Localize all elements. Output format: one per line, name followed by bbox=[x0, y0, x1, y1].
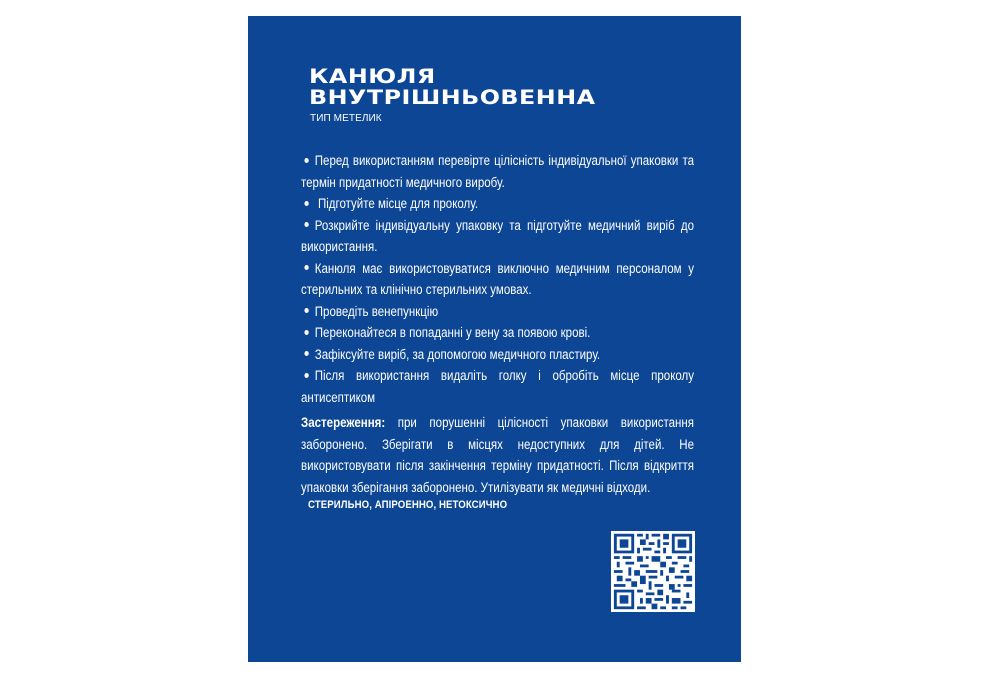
bullet-icon bbox=[304, 373, 308, 378]
instruction-item: Розкрийте індивідуальну упаковку та підготуйте медичний виріб до використання. bbox=[301, 217, 695, 254]
product-subtitle: ТИП МЕТЕЛИК bbox=[310, 113, 382, 124]
warning-label: Застереження: bbox=[301, 415, 386, 430]
instruction-item: Зафіксуйте виріб, за допомогою медичного пластиру. bbox=[301, 344, 694, 366]
sterile-note: СТЕРИЛЬНО, АПІРОЕННО, НЕТОКСИЧНО bbox=[308, 499, 508, 511]
warning-text: при порушенні цілісності упаковки використання заборонено. Зберігати в місцях недоступних для дітей. Не використовувати після закінчення терміну придатності. Після відкриття упаковки зберігання заборонено. Утилізувати як медичні відходи. bbox=[301, 415, 695, 495]
instruction-panel bbox=[248, 16, 741, 662]
bullet-icon bbox=[304, 308, 308, 313]
instruction-item: Перед використанням перевірте цілісність індивідуальної упаковки та термін придатності медичного виробу. bbox=[301, 153, 695, 190]
instructions-list bbox=[301, 150, 694, 408]
instruction-item: Підготуйте місце для проколу. bbox=[301, 193, 694, 215]
instruction-item: Канюля має використовуватися виключно медичним персоналом у стерильних та клінічно стерильних умовах. bbox=[301, 260, 695, 297]
bullet-icon bbox=[304, 201, 308, 206]
bullet-icon bbox=[304, 222, 308, 227]
bullet-icon bbox=[304, 351, 308, 356]
instruction-item: Проведіть венепункцію bbox=[301, 301, 694, 323]
title-line-2: ВНУТРІШНЬОВЕННА bbox=[309, 86, 596, 109]
qr-code-icon bbox=[611, 531, 695, 612]
instruction-item: Переконайтеся в попаданні у вену за появою крові. bbox=[301, 322, 694, 344]
warning-paragraph bbox=[301, 412, 694, 498]
product-title bbox=[309, 66, 596, 108]
bullet-icon bbox=[304, 158, 308, 163]
bullet-icon bbox=[304, 330, 308, 335]
instruction-item: Після використання видаліть голку і обробіть місце проколу антисептиком bbox=[301, 368, 695, 405]
title-line-1: КАНЮЛЯ bbox=[309, 65, 436, 88]
bullet-icon bbox=[304, 265, 308, 270]
